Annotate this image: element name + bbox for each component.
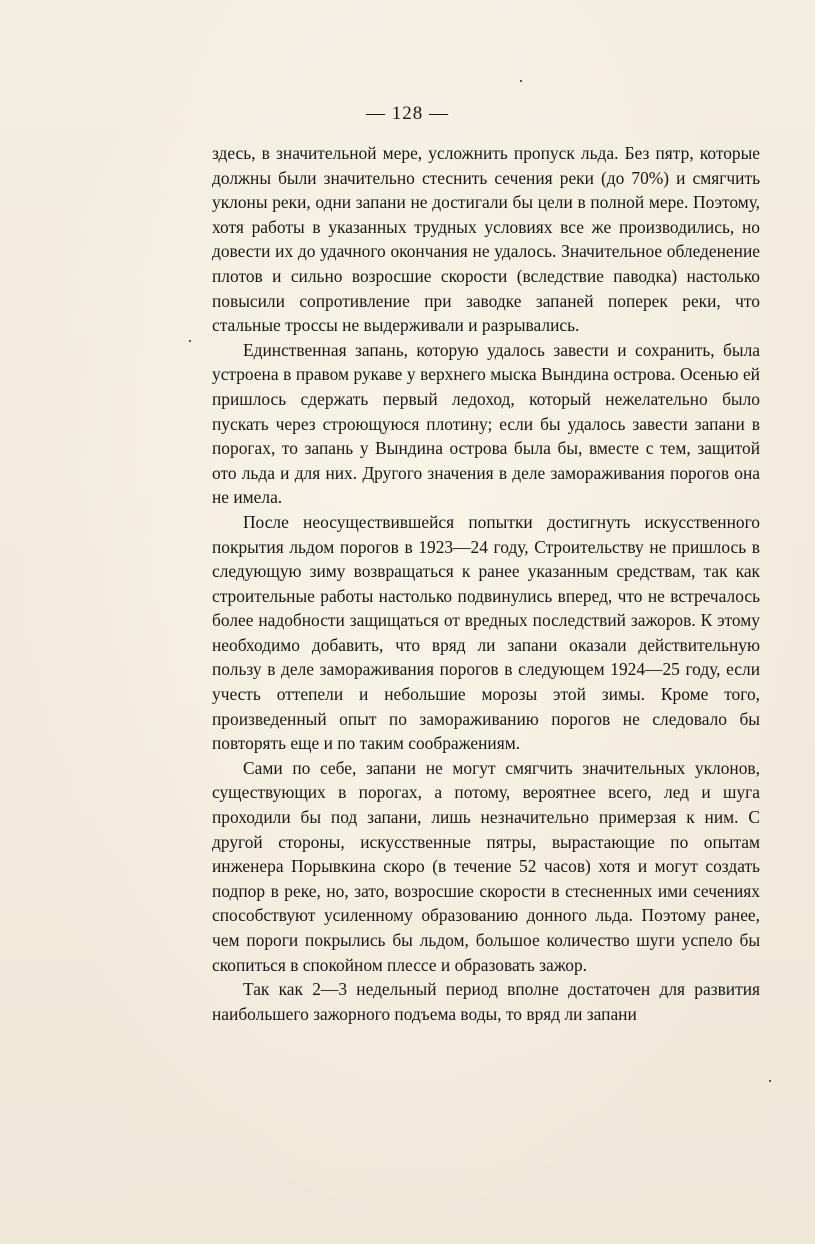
print-speck [769, 1080, 771, 1082]
print-speck [189, 340, 191, 342]
page-number: — 128 — [366, 103, 449, 124]
paragraph-attempt: После неосуществившейся попытки достигнуть искусственного покрытия льдом порогов в 1923—24 году, Строительству не пришлось в следующую зиму возвращаться к ранее указанным средствам, так как строительные работы настолько подвинулись вперед, что не встречалось более надобности защищаться от вредных последствий зажоров. К этому необходимо добавить, что вряд ли запани оказали действительную пользу в деле замораживания порогов в следующем 1924—25 году, если учесть оттепели и небольшие морозы этой зимы. Кроме того, произведенный опыт по замораживанию порогов не следовало бы повторять еще и по таким соображениям. [212, 511, 760, 754]
paragraph-period: Так как 2—3 недельный период вполне достаточен для развития наибольшего зажорного подъема воды, то вряд ли запани [212, 979, 760, 1024]
print-speck [520, 80, 522, 82]
paragraph-slopes: Сами по себе, запани не могут смягчить значительных уклонов, существующих в порогах, а потому, вероятнее всего, лед и шуга проходили бы под запани, лишь незначительно примерзая к ним. С другой стороны, искусственные пятры, вырастающие по опытам инженера Порывкина скоро (в течение 52 часов) хотя и могут создать подпор в реке, но, зато, возросшие скорости в стесненных ими сечениях способствуют усиленному образованию донного льда. Поэтому ранее, чем пороги покрылись бы льдом, большое количество шуги успело бы скопиться в спокойном плессе и образовать зажор. [212, 757, 760, 975]
body-text [212, 141, 760, 1026]
paragraph-zapan: Единственная запань, которую удалось завести и сохранить, была устроена в правом рукаве у верхнего мыска Вындина острова. Осенью ей пришлось сдержать первый ледоход, который нежелательно было пускать через строющуюся плотину; если бы удалось завести запани в порогах, то запань у Вындина острова была бы, вместе с тем, защитой ото льда и для них. Другого значения в деле замораживания порогов она не имела. [212, 339, 760, 508]
paragraph-continuation: здесь, в значительной мере, усложнить пропуск льда. Без пятр, которые должны были значительно стеснить сечения реки (до 70%) и смягчить уклоны реки, одни запани не достигали бы цели в полной мере. Поэтому, хотя работы в указанных трудных условиях все же производились, но довести их до удачного окончания не удалось. Значительное обледенение плотов и сильно возросшие скорости (вследствие паводка) настолько повысили сопротивление при заводке запаней поперек реки, что стальные тросcы не выдерживали и разрывались. [212, 143, 760, 336]
